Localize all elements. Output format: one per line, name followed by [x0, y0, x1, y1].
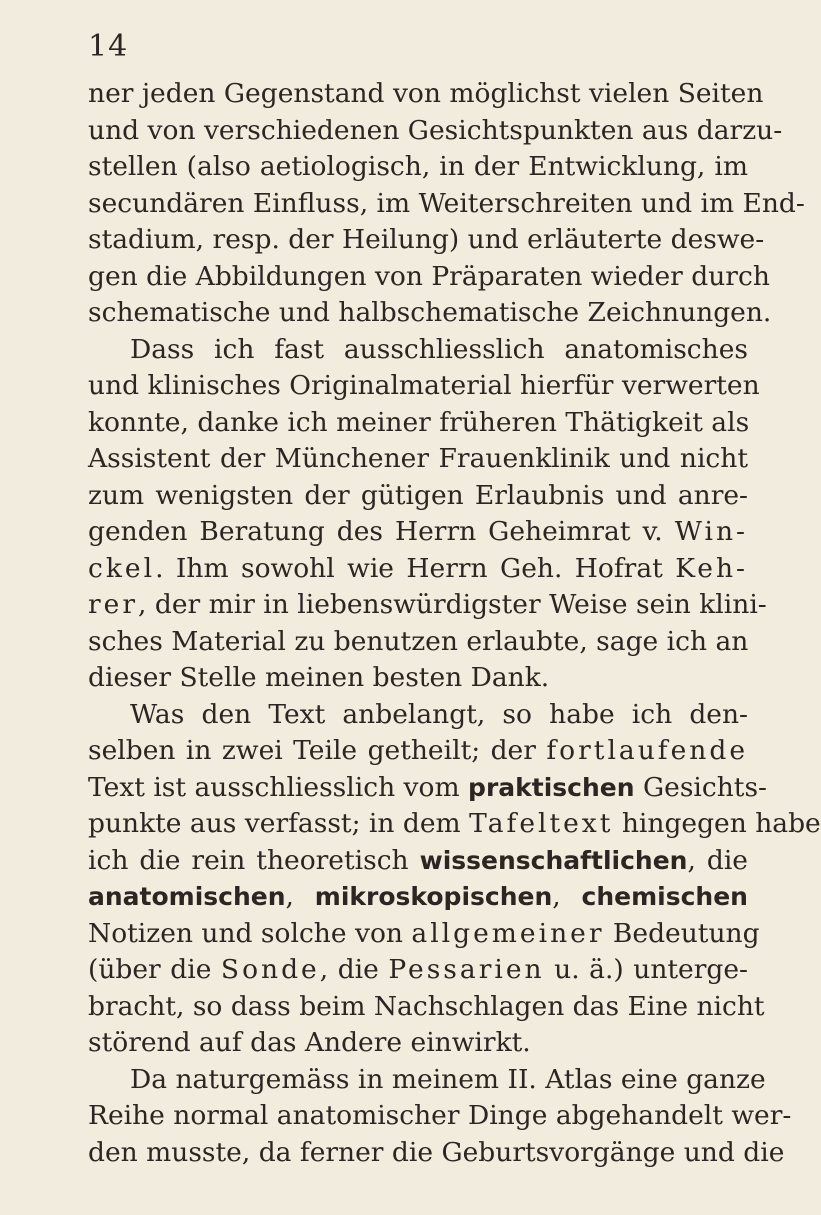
line-segment: ich die rein theoretisch — [88, 844, 420, 876]
page-number: 14 — [88, 29, 129, 64]
spaced-term: allgemeiner — [411, 917, 605, 949]
text-line — [88, 222, 765, 259]
text-line — [88, 368, 760, 405]
body-text — [88, 76, 821, 1171]
text-line — [88, 1025, 748, 1062]
line-segment: Text ist ausschliesslich vom — [88, 771, 469, 803]
text-line — [88, 660, 748, 697]
line-segment: , die — [319, 954, 389, 985]
line-segment: ner jeden Gegenstand von möglichst vielen Seiten — [88, 78, 764, 109]
emphasis-term: praktischen — [468, 772, 635, 802]
line-segment: (über die — [88, 954, 221, 985]
line-segment: , — [552, 881, 582, 912]
text-line — [88, 186, 805, 223]
text-line — [88, 624, 748, 661]
line-segment: Assistent der Münchener Frauenklinik und nicht — [88, 443, 748, 474]
line-segment: Dass ich fast ausschliesslich anatomisches — [130, 333, 748, 365]
text-line — [88, 806, 821, 843]
line-segment: stadium, resp. der Heilung) und erläuterte deswe- — [88, 224, 765, 255]
line-segment: Gesichts- — [634, 771, 768, 803]
text-line — [88, 478, 748, 515]
line-segment: konnte, danke ich meiner früheren Thätigkeit als — [88, 406, 750, 438]
spaced-name: rer — [88, 589, 139, 620]
line-segment: u. ä.) unterge- — [544, 954, 748, 985]
line-segment: , — [285, 881, 315, 912]
line-segment: , der mir in liebenswürdigster Weise sein klini- — [138, 589, 767, 620]
text-line — [88, 295, 772, 332]
line-segment: Notizen und solche von — [88, 917, 412, 949]
paragraph-start-line — [88, 697, 748, 734]
text-line — [88, 76, 764, 113]
spaced-term: Sonde — [220, 954, 320, 985]
spaced-term: Tafeltext — [469, 808, 614, 839]
text-line — [88, 149, 748, 186]
line-segment: stellen (also aetiologisch, in der Entwicklung, im — [88, 151, 748, 182]
text-line — [88, 879, 748, 916]
text-line — [88, 551, 748, 588]
text-line — [88, 441, 748, 478]
line-segment: Was den Text anbelangt, so habe ich den- — [130, 698, 748, 730]
text-line — [88, 113, 783, 150]
line-segment: genden Beratung des Herrn Geheimrat v. — [88, 516, 675, 547]
line-segment: Bedeutung — [604, 917, 760, 949]
text-line — [88, 843, 748, 880]
paragraph-start-line — [88, 332, 748, 369]
emphasis-term: mikroskopischen — [314, 882, 553, 911]
line-segment: punkte aus verfasst; in dem — [88, 808, 470, 839]
text-line — [88, 1135, 785, 1172]
line-segment: zum wenigsten der gütigen Erlaubnis und anre- — [88, 479, 748, 511]
text-line — [88, 989, 765, 1026]
text-line — [88, 916, 760, 953]
line-segment: gen die Abbildungen von Präparaten wieder durch — [88, 260, 770, 292]
emphasis-term: anatomischen — [88, 882, 286, 911]
line-segment: und von verschiedenen Gesichtspunkten aus darzu- — [88, 114, 783, 146]
paragraph-start-line — [88, 1062, 766, 1099]
text-line — [88, 405, 748, 442]
line-segment: störend auf das Andere einwirkt. — [88, 1027, 531, 1058]
line-segment: Reihe normal anatomischer Dinge abgehandelt wer- — [88, 1100, 792, 1131]
text-line — [88, 770, 768, 807]
text-line — [88, 1098, 792, 1135]
line-segment: hingegen habe — [613, 808, 821, 839]
line-segment: secundären Einfluss, im Weiterschreiten und im End- — [88, 187, 805, 219]
emphasis-term: chemischen — [581, 882, 748, 911]
spaced-name: Win- — [674, 516, 748, 547]
text-line — [88, 587, 767, 624]
spaced-name: ckel — [88, 552, 156, 584]
line-segment: und klinisches Originalmaterial hierfür verwerten — [88, 370, 760, 401]
text-line — [88, 514, 748, 551]
line-segment: bracht, so dass beim Nachschlagen das Eine nicht — [88, 990, 765, 1022]
line-segment: selben in zwei Teile getheilt; der — [88, 735, 547, 766]
spaced-term: Pessarien — [388, 954, 545, 985]
emphasis-term: wissenschaftlichen — [419, 845, 688, 875]
line-segment: schematische und halbschematische Zeichnungen. — [88, 297, 772, 328]
line-segment: . Ihm sowohl wie Herrn Geh. Hofrat — [155, 552, 676, 584]
spaced-term: fortlaufende — [546, 735, 748, 766]
spaced-name: Keh- — [675, 552, 748, 584]
line-segment: Da naturgemäss in meinem II. Atlas eine ganze — [130, 1063, 766, 1095]
line-segment: den musste, da ferner die Geburtsvorgänge und die — [88, 1136, 785, 1168]
line-segment: , die — [687, 844, 748, 876]
line-segment: dieser Stelle meinen besten Dank. — [88, 662, 550, 693]
text-line — [88, 733, 748, 770]
line-segment: sches Material zu benutzen erlaubte, sage ich an — [88, 625, 749, 657]
text-line — [88, 952, 748, 989]
text-line — [88, 259, 770, 296]
